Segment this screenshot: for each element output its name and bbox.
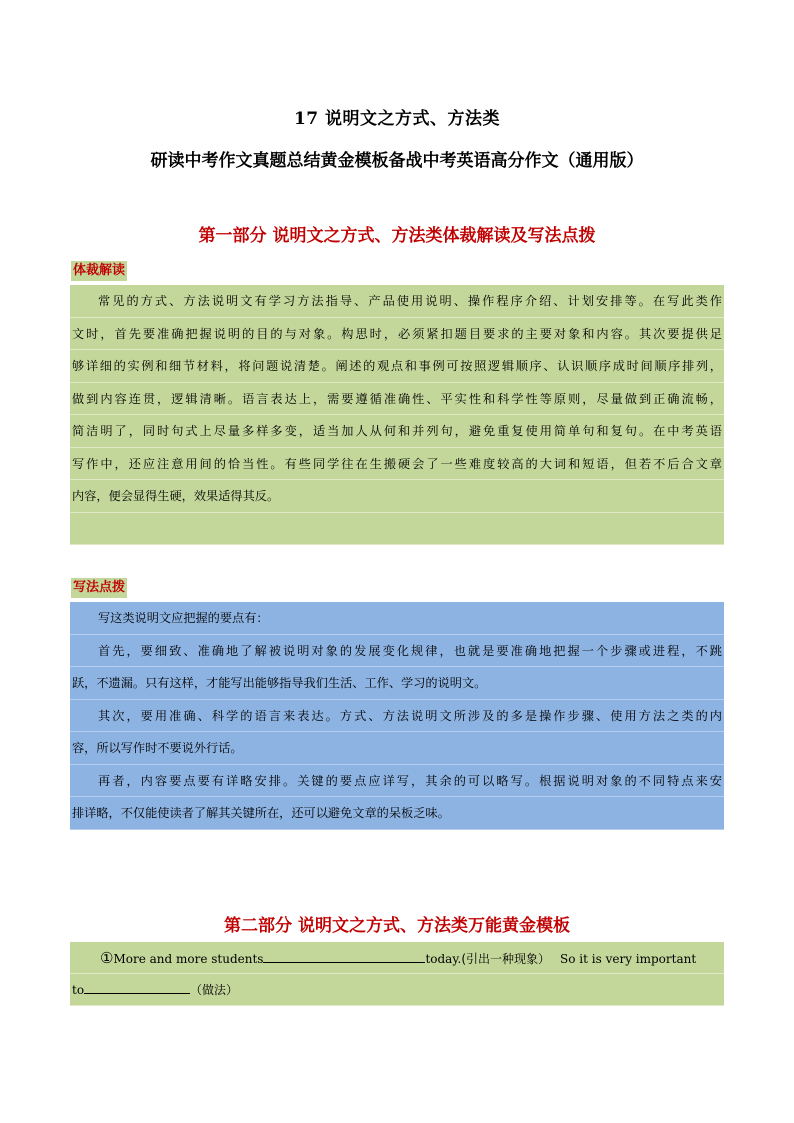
document-title: 17 说明文之方式、方法类 [293,109,501,129]
template-text: So it is very important [560,952,697,966]
writing-line: 其次，要用准确、科学的语言来表达。方式、方法说明文所涉及的多是操作步骤、使用方法之类的内 [70,700,724,733]
template-row-2 [70,974,724,1006]
template-text: today. [425,952,462,966]
writing-line: 写这类说明文应把握的要点有： [70,602,724,635]
template-row-1 [70,942,724,974]
item-marker: ① [100,949,114,967]
template-text: to [72,983,85,997]
template-box [70,942,724,1006]
genre-line: 文时，首先要准确把握说明的目的与对象。构思时，必须紧扣题目要求的主要对象和内容。其次要提供足 [70,318,724,351]
template-text: More and more students [113,952,264,966]
writing-line: 首先，要细致、准确地了解被说明对象的发展变化规律，也就是要准确地把握一个步骤或进程，不跳 [70,635,724,668]
writing-tag: 写法点拨 [71,578,127,598]
genre-line: 简洁明了，同时句式上尽量多样多变，适当加人从何和并列句，避免重复使用简单句和复句。在中考英语 [70,415,724,448]
document-subtitle: 研读中考作文真题总结黄金模板备战中考英语高分作文（通用版） [150,151,644,171]
template-note: (引出一种现象） [461,952,551,966]
writing-line: 跃，不遗漏。只有这样，才能写出能够指导我们生活、工作、学习的说明文。 [70,667,724,700]
genre-line: 写作中，还应注意用间的恰当性。有些同学往在生搬硬会了一些难度较高的大词和短语，但若不后合文章 [70,448,724,481]
fill-blank[interactable] [263,950,425,963]
genre-line: 做到内容连贯，逻辑清晰。语言表达上，需要遵循准确性、平实性和科学性等原则，尽量做到正确流畅， [70,383,724,416]
genre-line [70,513,724,546]
writing-line: 容，所以写作时不要说外行话。 [70,732,724,765]
fill-blank[interactable] [84,981,190,994]
writing-line: 排详略，不仅能使读者了解其关键所在，还可以避免文章的呆板乏味。 [70,797,724,830]
template-note: （做法） [190,983,239,997]
genre-line: 常见的方式、方法说明文有学习方法指导、产品使用说明、操作程序介绍、计划安排等。在写此类作 [70,285,724,318]
part1-heading: 第一部分 说明文之方式、方法类体裁解读及写法点拨 [198,226,596,246]
part2-heading: 第二部分 说明文之方式、方法类万能黄金模板 [224,916,570,936]
genre-line: 够详细的实例和细节材料，将问题说清楚。阐述的观点和事例可按照逻辑顺序、认识顺序成时间顺序排列， [70,350,724,383]
genre-tag: 体裁解读 [71,261,127,281]
writing-box [70,602,724,830]
writing-line: 再者，内容要点要有详略安排。关键的要点应详写，其余的可以略写。根据说明对象的不同特点来安 [70,765,724,798]
genre-box [70,285,724,545]
genre-line: 内容，便会显得生硬，效果适得其反。 [70,480,724,513]
